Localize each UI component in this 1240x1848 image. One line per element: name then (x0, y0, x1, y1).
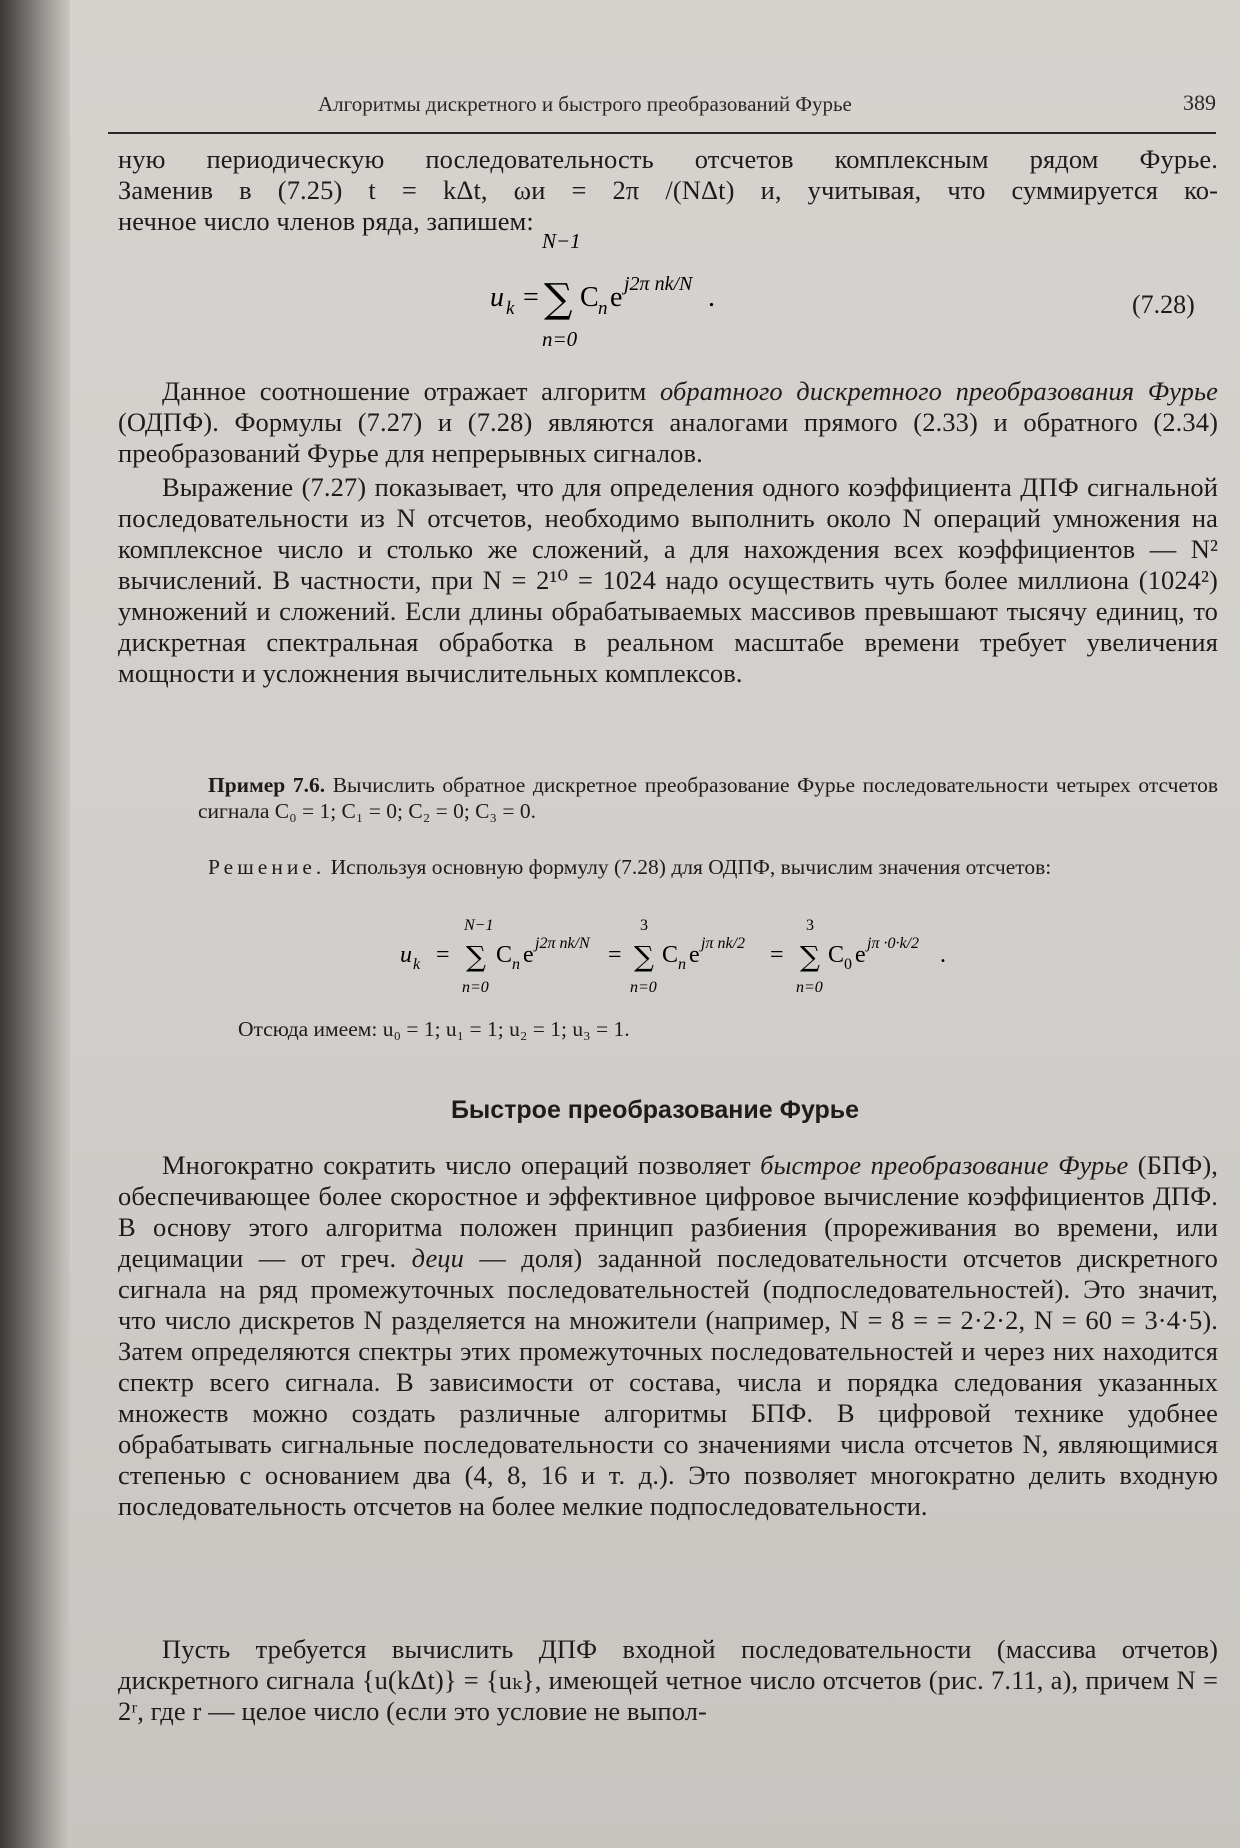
intro-line-1: ную периодическую последовательность отсчетов комплексным рядом Фурье. (118, 144, 1218, 174)
svg-text:.: . (940, 942, 946, 968)
sol-term2-sub: n (678, 956, 686, 973)
solution-body: Используя основную формулу (7.28) для ОДПФ, вычислим значения отсчетов: (325, 855, 1052, 879)
paragraph-odpf-lead: Данное соотношение отражает алгоритм (162, 376, 660, 406)
sol-sum2-lower: n=0 (630, 979, 657, 996)
eq-728-term: C (580, 282, 599, 313)
equation-7-28 (490, 228, 790, 356)
sol-exp3: jπ ·0·k/2 (867, 935, 920, 952)
eq-728-lhs: u (490, 282, 504, 313)
paragraph-fft-intro (118, 1150, 1218, 1522)
example-7-6 (198, 772, 1218, 824)
solution-formula (400, 912, 1020, 1004)
sol-term2: C (662, 942, 679, 968)
paragraph-odpf-tail: (ОДПФ). Формулы (7.27) и (7.28) являются аналогами прямого (2.33) и обратного (2.34) преобразований Фурье для непрерывных сигналов. (118, 407, 1218, 468)
svg-text:e: e (689, 942, 700, 968)
paragraph-complexity-text: Выражение (7.27) показывает, что для определения одного коэффициента ДПФ сигнальной последовательности из N отсчетов, необходимо выполнить около N операций умножения на комплексное число и столько же сложений, а для нахождения всех коэффициентов — N² вычислений. В частности, при N = 2¹⁰ = 1024 надо осуществить чуть более миллиона (1024²) умножений и сложений. Если длины обрабатываемых массивов превышают тысячу единиц, то дискретная спектральная обработка в реальном масштабе времени требует увеличения мощности и усложнения вычислительных комплексов. (118, 472, 1218, 688)
svg-text:=: = (608, 942, 622, 968)
example-7-6-text (198, 772, 1218, 824)
eq-728-term-sub: n (598, 298, 608, 319)
solution-result (238, 1016, 1218, 1042)
fft-lead: Многократно сократить число операций позволяет (162, 1150, 761, 1180)
solution-result-text: Отсюда имеем: u₀ = 1; u₁ = 1; u₂ = 1; u₃ = 1. (238, 1017, 630, 1041)
book-page (70, 0, 1240, 1848)
example-body: Вычислить обратное дискретное преобразование Фурье последовательности четырех отсчетов сигнала C₀ = 1; C₁ = 0; C₂ = 0; C₃ = 0. (198, 773, 1219, 823)
running-header (108, 86, 1216, 134)
eq-728-upper-limit: N−1 (542, 229, 581, 253)
sol-lhs: u (400, 942, 412, 968)
eq-728-lhs-sub: k (506, 298, 515, 319)
example-label: Пример 7.6. (208, 773, 326, 797)
svg-text:.: . (708, 282, 715, 313)
intro-line-3: нечное число членов ряда, запишем: (118, 206, 534, 236)
svg-text:e: e (855, 942, 866, 968)
paragraph-fft-setup (118, 1634, 1218, 1727)
sol-term3-sub: 0 (844, 956, 852, 973)
page-number: 389 (1183, 90, 1216, 115)
sol-lhs-sub: k (413, 956, 421, 973)
paragraph-odpf-term: обратного дискретного преобразования Фурье (660, 376, 1218, 406)
fft-term: быстрое преобразование Фурье (760, 1150, 1129, 1180)
paragraph-fft-setup-text: Пусть требуется вычислить ДПФ входной последовательности (массива отчетов) дискретного сигнала {u(kΔt)} = {uₖ}, имеющей четное число отсчетов (рис. 7.11, а), причем N = 2ʳ, где r — целое число (если это условие не выпол- (118, 1634, 1218, 1726)
svg-text:=: = (523, 282, 539, 313)
sol-sum1-upper: N−1 (464, 917, 494, 934)
sol-exp1: j2π nk/N (535, 935, 590, 952)
paragraph-odpf-text (118, 376, 1218, 469)
eq-728-exponent: j2π nk/N (624, 273, 693, 295)
running-header-title: Алгоритмы дискретного и быстрого преобразований Фурье (318, 92, 852, 116)
eq-728-sum-sign: ∑ (544, 276, 573, 322)
sol-sum1-sign: ∑ (466, 940, 486, 973)
sol-sum2-sign: ∑ (634, 940, 654, 973)
paragraph-odpf (118, 376, 1218, 469)
intro-line-2: Заменив в (7.25) t = kΔt, ωи = 2π /(NΔt) и, учитывая, что суммируется ко- (118, 175, 1218, 205)
svg-text:=: = (770, 942, 784, 968)
fft-body-1: (БПФ), обеспечивающее более скоростное и эффективное цифровое вычисление коэффициентов ДПФ. В основу этого алгоритма положен принцип разбиения (прореживания во времени, или децимации — от греч. (118, 1150, 1218, 1273)
book-spine-shadow (0, 0, 70, 1848)
svg-text:=: = (436, 942, 450, 968)
fft-body-2: — доля) заданной последовательности отсчетов дискретного сигнала на ряд промежуточных последовательностей (подпоследовательностей). Это значит, что число дискретов N разделяется на множители (например, N = 8 = = 2·2·2, N = 60 = 3·4·5). Затем определяются спектры этих промежуточных последовательностей и через них находится спектр всего сигнала. В зависимости от состава, числа и порядка следования указанных множеств можно создать различные алгоритмы БПФ. В цифровой технике удобнее обрабатывать сигнальные последовательности со значениями числа отсчетов N, являющимися степенью с основанием два (4, 8, 16 и т. д.). Это позволяет многократно делить входную последовательность отсчетов на более мелкие подпоследовательности. (118, 1243, 1218, 1521)
eq-728-lower-limit: n=0 (542, 327, 578, 351)
svg-text:e: e (523, 942, 534, 968)
sol-sum3-sign: ∑ (800, 940, 820, 973)
sol-exp2: jπ nk/2 (701, 935, 746, 952)
solution-label: Решение. (208, 855, 326, 879)
sol-sum1-lower: n=0 (462, 979, 489, 996)
sol-sum3-upper: 3 (806, 917, 814, 934)
paragraph-complexity (118, 472, 1218, 689)
intro-paragraph (118, 144, 1218, 237)
sol-sum3-lower: n=0 (796, 979, 823, 996)
solution (198, 854, 1218, 880)
sol-term1: C (496, 942, 513, 968)
sol-term3: C (828, 942, 845, 968)
solution-text (198, 854, 1218, 880)
paragraph-fft-intro-text (118, 1150, 1218, 1522)
equation-7-28-label: (7.28) (1132, 290, 1195, 319)
sol-term1-sub: n (512, 956, 520, 973)
fft-greek-term: деци (411, 1243, 465, 1273)
sol-sum2-upper: 3 (640, 917, 648, 934)
section-heading-fft: Быстрое преобразование Фурье (450, 1096, 860, 1124)
eq-728-exp-base: e (610, 282, 623, 313)
